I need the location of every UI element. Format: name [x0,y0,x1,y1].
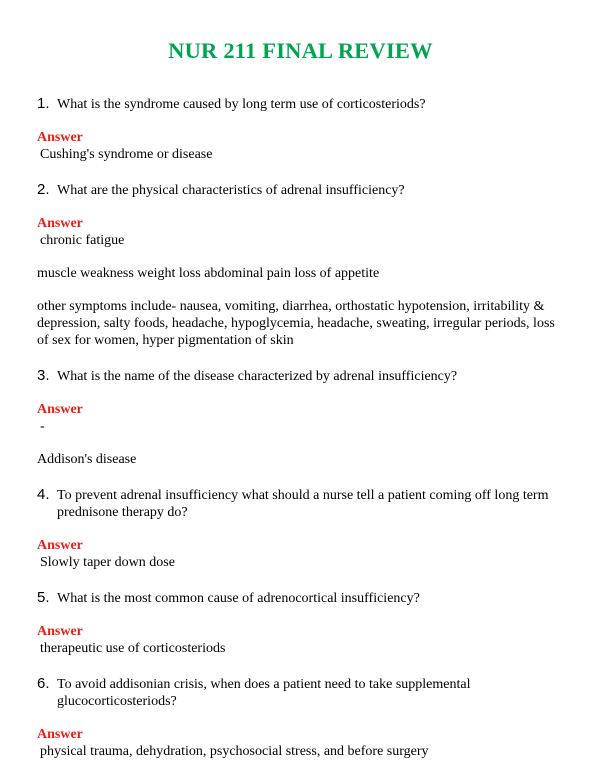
question [37,182,564,199]
question-number: 3. [37,367,50,384]
question-text: To avoid addisonian crisis, when does a patient need to take supplemental glucocorticosteriods? [57,677,471,709]
answer-text: Slowly taper down dose [40,555,175,570]
answer-text: chronic fatigue [40,233,125,248]
qa-list [37,96,564,760]
qa-item-4 [37,487,564,571]
answer-label: Answer [37,538,83,553]
answer-text: therapeutic use of corticosteriods [40,641,226,656]
question [37,590,564,607]
page-title: NUR 211 FINAL REVIEW [168,38,433,63]
question-number: 2. [37,181,50,198]
question-text: What is the syndrome caused by long term use of corticosteriods? [57,97,426,112]
qa-item-6 [37,676,564,760]
question [37,368,564,385]
answer-label: Answer [37,130,83,145]
question-text: What are the physical characteristics of adrenal insufficiency? [57,183,405,198]
question-number: 6. [37,675,50,692]
qa-item-2 [37,182,564,349]
answer-label: Answer [37,216,83,231]
question-number: 1. [37,95,50,112]
answer-paragraph: Addison's disease [37,452,137,467]
answer-paragraph: other symptoms include- nausea, vomiting, diarrhea, orthostatic hypotension, irritability & depression, salty foods, headache, hypoglycemia, headache, sweating, irregular periods, loss of sex for women, hyper pigmentation of skin [37,299,555,348]
question [37,487,564,521]
question-number: 4. [37,486,50,503]
question-text: To prevent adrenal insufficiency what should a nurse tell a patient coming off long term prednisone therapy do? [57,488,549,520]
qa-item-1 [37,96,564,163]
answer-label: Answer [37,727,83,742]
question [37,96,564,113]
question-text: What is the most common cause of adrenocortical insufficiency? [57,591,420,606]
answer-label: Answer [37,624,83,639]
question-text: What is the name of the disease characterized by adrenal insufficiency? [57,369,458,384]
answer-paragraph: muscle weakness weight loss abdominal pain loss of appetite [37,266,380,281]
answer-text: - [40,419,45,434]
answer-text: physical trauma, dehydration, psychosocial stress, and before surgery [40,744,429,759]
qa-item-3 [37,368,564,468]
answer-label: Answer [37,402,83,417]
answer-text: Cushing's syndrome or disease [40,147,213,162]
qa-item-5 [37,590,564,657]
question-number: 5. [37,589,50,606]
question [37,676,564,710]
